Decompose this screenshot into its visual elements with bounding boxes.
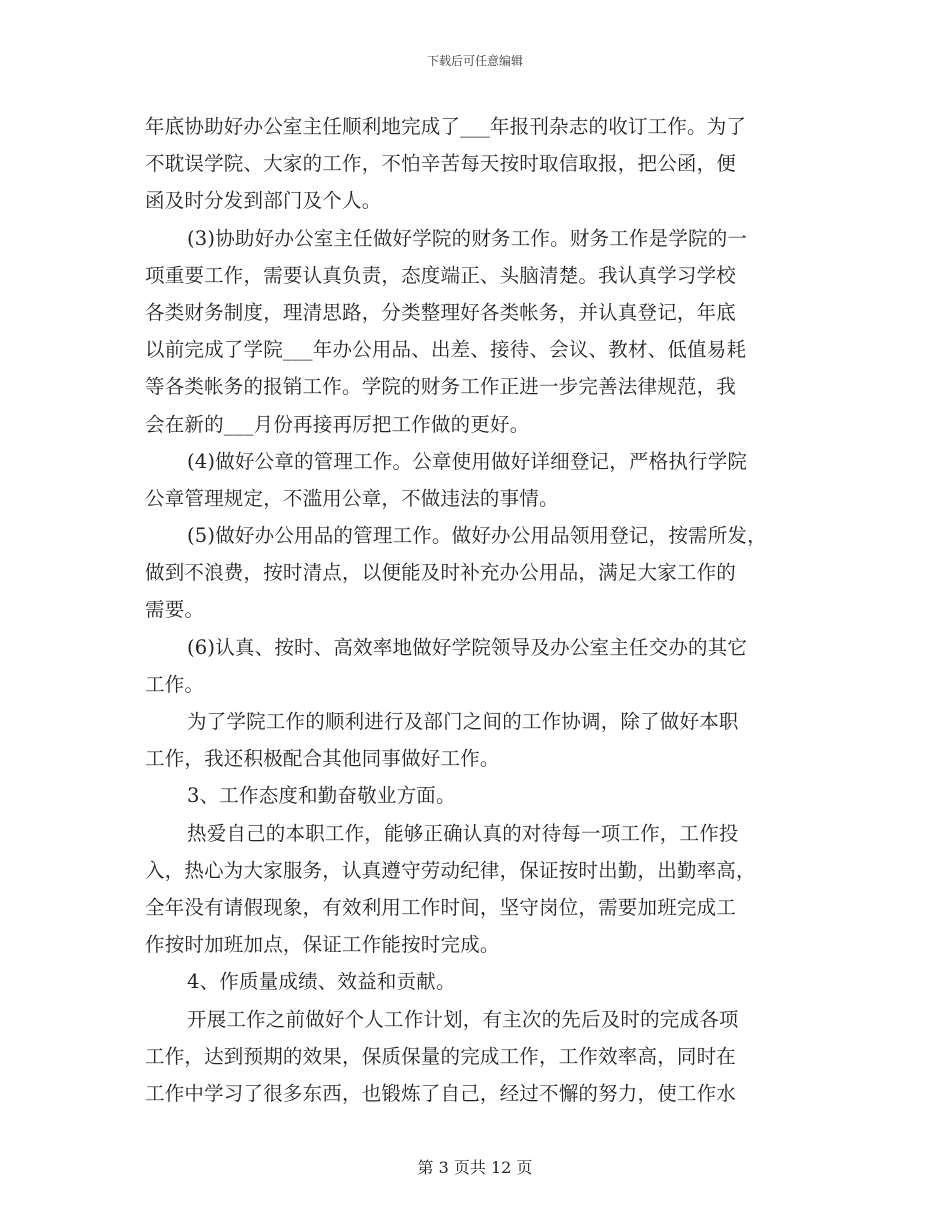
text-line: (5)做好办公用品的管理工作。做好办公用品领用登记，按需所发， xyxy=(187,524,767,548)
text-line: 项重要工作，需要认真负责，态度端正、头脑清楚。我认真学习学校 xyxy=(145,263,737,287)
text-line: 做到不浪费，按时清点，以便能及时补充办公用品，满足大家工作的 xyxy=(145,561,737,585)
text-line: 需要。 xyxy=(145,598,205,622)
text-line: 作按时加班加点，保证工作能按时完成。 xyxy=(145,933,500,957)
text-line: 3、工作态度和勤奋敬业方面。 xyxy=(187,784,456,808)
text-line: 热爱自己的本职工作，能够正确认真的对待每一项工作，工作投 xyxy=(187,821,739,845)
text-line: 入，热心为大家服务，认真遵守劳动纪律，保证按时出勤，出勤率高， xyxy=(145,858,756,882)
text-line: 以前完成了学院___年办公用品、出差、接待、会议、教材、低值易耗 xyxy=(145,338,747,362)
text-line: 各类财务制度，理清思路，分类整理好各类帐务，并认真登记，年底 xyxy=(145,300,737,324)
text-line: 年底协助好办公室主任顺利地完成了___年报刊杂志的收订工作。为了 xyxy=(145,115,747,138)
text-line: (4)做好公章的管理工作。公章使用做好详细登记，严格执行学院 xyxy=(187,449,748,473)
text-line: 工作，我还积极配合其他同事做好工作。 xyxy=(145,747,500,771)
text-line: 4、作质量成绩、效益和贡献。 xyxy=(187,970,456,994)
text-line: (6)认真、按时、高效率地做好学院领导及办公室主任交办的其它 xyxy=(187,635,748,659)
text-line: 会在新的___月份再接再厉把工作做的更好。 xyxy=(145,412,530,436)
text-line: 工作。 xyxy=(145,672,205,696)
text-line: 为了学院工作的顺利进行及部门之间的工作协调，除了做好本职 xyxy=(187,710,739,733)
page-header: 下载后可任意编辑 xyxy=(426,54,523,68)
page-footer: 第 3 页共 12 页 xyxy=(417,1158,533,1177)
text-line: 工作中学习了很多东西，也锻炼了自己，经过不懈的努力，使工作水 xyxy=(145,1081,737,1105)
text-line: 函及时分发到部门及个人。 xyxy=(145,189,382,213)
document-body xyxy=(145,108,825,1112)
text-line: 等各类帐务的报销工作。学院的财务工作正进一步完善法律规范，我 xyxy=(145,375,737,399)
text-line: 公章管理规定，不滥用公章，不做违法的事情。 xyxy=(145,486,559,510)
text-line: 工作，达到预期的效果，保质保量的完成工作，工作效率高，同时在 xyxy=(145,1044,737,1068)
text-line: 全年没有请假现象，有效利用工作时间，坚守岗位，需要加班完成工 xyxy=(145,895,737,919)
text-line: 不耽误学院、大家的工作，不怕辛苦每天按时取信取报，把公函，便 xyxy=(145,152,737,176)
text-line: (3)协助好办公室主任做好学院的财务工作。财务工作是学院的一 xyxy=(187,226,748,250)
text-line: 开展工作之前做好个人工作计划，有主次的先后及时的完成各项 xyxy=(187,1007,739,1031)
